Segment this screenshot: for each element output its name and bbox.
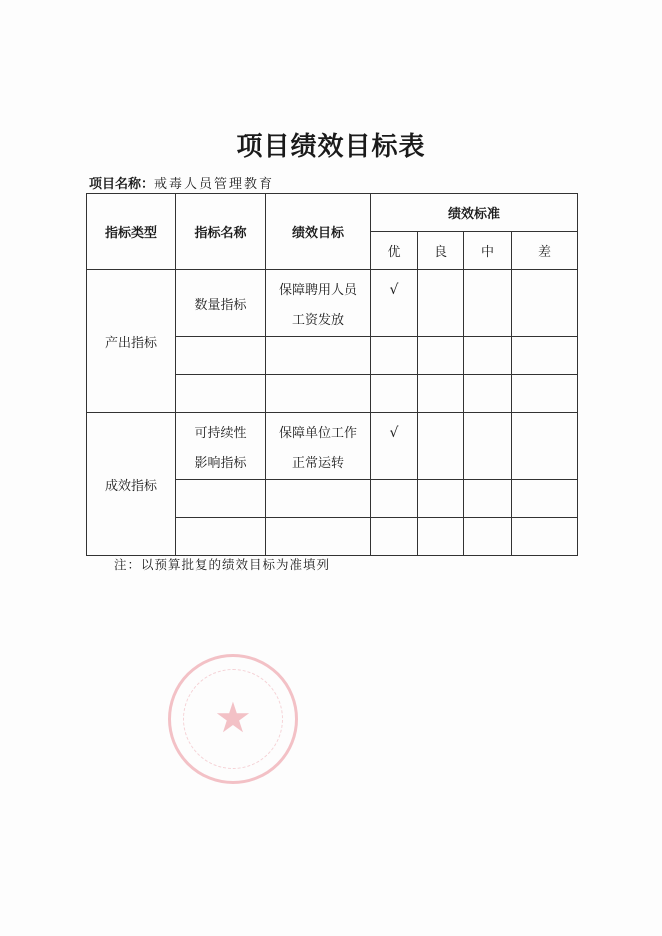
performance-goal-cell	[266, 270, 371, 337]
name-line: 可持续性	[194, 426, 247, 441]
table-header-row	[87, 194, 578, 232]
performance-goal-cell	[266, 480, 371, 518]
grade-excellent: 优	[371, 232, 418, 270]
good-cell	[418, 480, 464, 518]
indicator-type-cell: 成效指标	[87, 413, 176, 556]
indicator-name-cell	[176, 480, 266, 518]
good-cell	[418, 375, 464, 413]
indicator-name-cell	[176, 375, 266, 413]
grade-good: 良	[418, 232, 464, 270]
header-performance-goal: 绩效目标	[266, 194, 371, 270]
poor-cell	[512, 413, 578, 480]
poor-cell	[512, 518, 578, 556]
goal-line: 工资发放	[291, 313, 344, 328]
excellent-check-cell	[371, 518, 418, 556]
goal-line: 保障聘用人员	[278, 283, 357, 298]
indicator-type-cell: 产出指标	[87, 270, 176, 413]
grade-poor: 差	[512, 232, 578, 270]
goal-line: 保障单位工作	[278, 426, 357, 441]
poor-cell	[512, 375, 578, 413]
performance-goal-cell	[266, 518, 371, 556]
performance-goal-text	[279, 413, 357, 479]
average-cell	[464, 480, 512, 518]
indicator-name-text	[194, 413, 246, 479]
excellent-check-cell	[371, 375, 418, 413]
document-title: 项目绩效目标表	[236, 132, 426, 162]
average-cell	[464, 375, 512, 413]
table-row	[87, 270, 578, 337]
header-indicator-name: 指标名称	[176, 194, 266, 270]
average-cell	[464, 337, 512, 375]
average-cell	[464, 413, 512, 480]
excellent-check-cell	[371, 337, 418, 375]
project-name-line	[89, 173, 274, 192]
header-performance-standard: 绩效标准	[371, 194, 578, 232]
indicator-name-cell	[176, 337, 266, 375]
good-cell	[418, 413, 464, 480]
good-cell	[418, 518, 464, 556]
performance-goal-cell	[266, 375, 371, 413]
official-seal	[168, 654, 298, 784]
performance-goal-text	[279, 270, 357, 336]
project-name-label: 项目名称：	[89, 177, 155, 192]
poor-cell	[512, 337, 578, 375]
project-name-value: 戒毒人员管理教育	[154, 177, 275, 192]
header-indicator-type: 指标类型	[87, 194, 176, 270]
grade-average: 中	[464, 232, 512, 270]
indicator-name-text: 数量指标	[194, 297, 247, 313]
poor-cell	[512, 270, 578, 337]
performance-goal-table	[86, 193, 578, 556]
indicator-name-cell	[176, 518, 266, 556]
excellent-check-cell	[371, 413, 418, 480]
indicator-name-cell	[176, 413, 266, 480]
indicator-name-cell	[176, 270, 266, 337]
check-mark-icon: √	[389, 282, 399, 298]
seal-star-icon: ★	[214, 693, 252, 742]
good-cell	[418, 337, 464, 375]
table-footnote: 注：以预算批复的绩效目标为准填列	[114, 557, 331, 572]
good-cell	[418, 270, 464, 337]
performance-goal-cell	[266, 337, 371, 375]
average-cell	[464, 518, 512, 556]
check-mark-icon: √	[389, 425, 399, 441]
table-row	[87, 413, 578, 480]
excellent-check-cell	[371, 270, 418, 337]
poor-cell	[512, 480, 578, 518]
goal-line: 正常运转	[291, 456, 344, 471]
name-line: 影响指标	[194, 456, 247, 471]
excellent-check-cell	[371, 480, 418, 518]
performance-goal-cell	[266, 413, 371, 480]
average-cell	[464, 270, 512, 337]
